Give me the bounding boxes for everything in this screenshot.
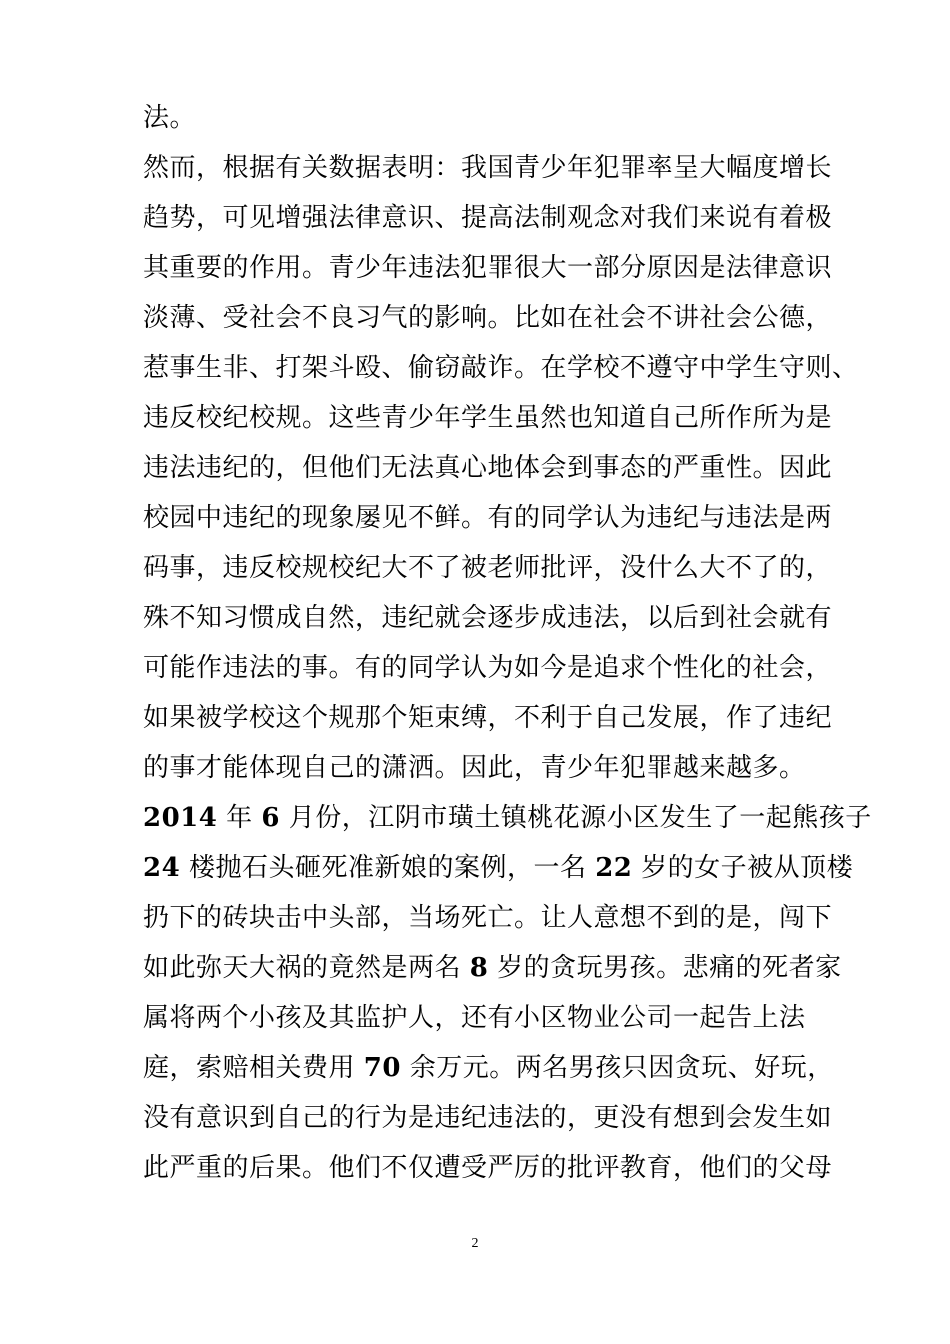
text-line: 法。 (143, 103, 197, 133)
number-text: 8 (469, 953, 489, 983)
text-line: 其重要的作用。青少年违法犯罪很大一部分原因是法律意识 (143, 253, 833, 283)
text-line: 扔下的砖块击中头部，当场死亡。让人意想不到的是，闯下 (143, 903, 833, 933)
text-line: 然而，根据有关数据表明：我国青少年犯罪率呈大幅度增长 (143, 153, 833, 183)
text-span: 楼抛石头砸死准新娘的案例，一名 (180, 853, 596, 883)
text-line (143, 798, 872, 838)
text-line: 违反校纪校规。这些青少年学生虽然也知道自己所作所为是 (143, 403, 833, 433)
number-text: 2014 (143, 803, 218, 833)
text-line: 趋势，可见增强法律意识、提高法制观念对我们来说有着极 (143, 203, 833, 233)
text-line (143, 848, 854, 888)
text-line: 校园中违纪的现象屡见不鲜。有的同学认为违纪与违法是两 (143, 503, 833, 533)
text-line: 的事才能体现自己的潇洒。因此，青少年犯罪越来越多。 (143, 753, 806, 783)
text-line: 可能作违法的事。有的同学认为如今是追求个性化的社会， (143, 653, 833, 683)
text-line: 如果被学校这个规那个矩束缚，不利于自己发展，作了违纪 (143, 703, 833, 733)
text-span: 如此弥天大祸的竟然是两名 (143, 953, 470, 983)
text-line: 此严重的后果。他们不仅遭受严厉的批评教育，他们的父母 (143, 1153, 833, 1183)
number-text: 6 (261, 803, 280, 833)
number-text: 24 (143, 853, 181, 883)
text-line (143, 948, 842, 988)
text-span: 岁的贪玩男孩。悲痛的死者家 (488, 953, 842, 983)
number-text: 22 (595, 853, 633, 883)
text-line: 属将两个小孩及其监护人，还有小区物业公司一起告上法 (143, 1003, 806, 1033)
text-line: 惹事生非、打架斗殴、偷窃敲诈。在学校不遵守中学生守则、 (143, 353, 859, 383)
text-span: 月份，江阴市璜土镇桃花源小区发生了一起熊孩子 (280, 803, 872, 833)
text-span: 年 (217, 803, 262, 833)
text-line: 殊不知习惯成自然，违纪就会逐步成违法，以后到社会就有 (143, 603, 833, 633)
page-number: 2 (471, 1236, 479, 1251)
text-span: 岁的女子被从顶楼 (632, 853, 854, 883)
text-line (143, 1048, 834, 1088)
number-text: 70 (363, 1053, 401, 1083)
text-line: 没有意识到自己的行为是违纪违法的，更没有想到会发生如 (143, 1103, 833, 1133)
text-line: 码事，违反校规校纪大不了被老师批评，没什么大不了的， (143, 553, 833, 583)
text-line: 淡薄、受社会不良习气的影响。比如在社会不讲社会公德， (143, 303, 833, 333)
text-line: 违法违纪的，但他们无法真心地体会到事态的严重性。因此 (143, 453, 833, 483)
text-span: 余万元。两名男孩只因贪玩、好玩， (400, 1053, 834, 1083)
text-span: 庭，索赔相关费用 (143, 1053, 364, 1083)
